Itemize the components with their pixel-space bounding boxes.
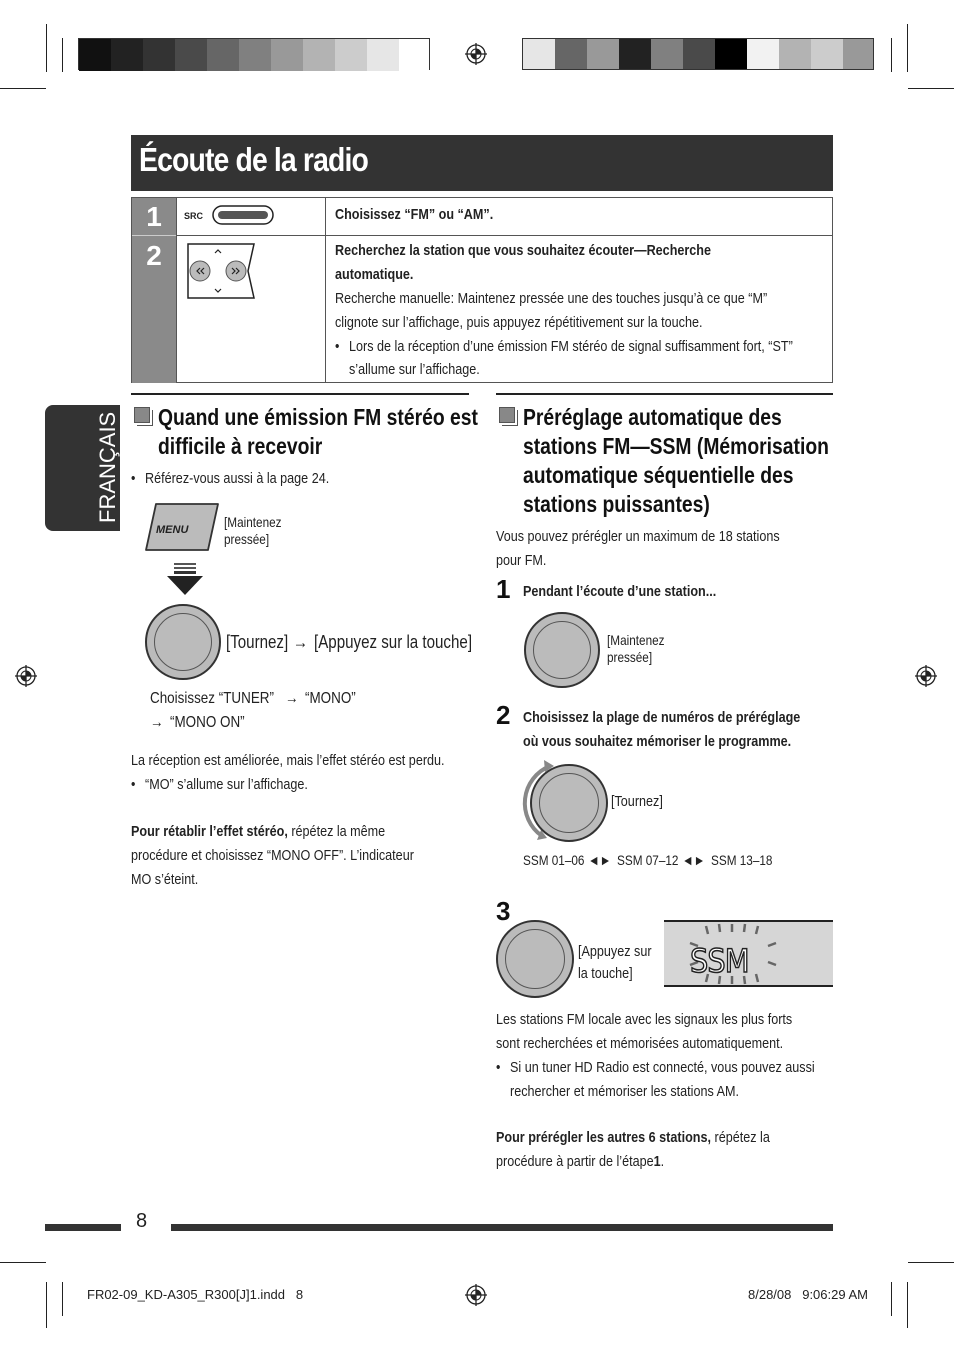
section-rule	[496, 393, 833, 395]
result-text: sont recherchées et mémorisées automatiquement.	[496, 1035, 784, 1052]
ssm-range: SSM 13–18	[711, 852, 773, 868]
intro-text: pour FM.	[496, 552, 547, 569]
preset-end: .	[660, 1153, 665, 1170]
double-arrow-icon: ◄►	[682, 852, 706, 868]
arrow-right-icon: →	[285, 690, 299, 707]
hold-label: [Maintenez	[607, 632, 665, 648]
registration-mark-icon	[15, 665, 37, 687]
registration-mark-icon	[465, 43, 487, 65]
ssm-range: SSM 07–12	[617, 852, 679, 868]
grayscale-bar-left	[78, 38, 430, 70]
turn-label: [Tournez]	[226, 632, 289, 652]
hold-label: pressée]	[224, 531, 270, 547]
arrow-right-icon: →	[150, 714, 164, 731]
step2-text: clignote sur l’affichage, puis appuyez répétitivement sur la touche.	[335, 314, 703, 331]
crop-mark	[62, 38, 63, 72]
page-title-bar	[131, 135, 833, 191]
press-label: la touche]	[578, 965, 633, 982]
language-tab-label: FRANÇAIS	[95, 411, 120, 523]
crop-mark	[907, 24, 908, 72]
preset-bold: Pour prérégler les autres 6 stations,	[496, 1129, 711, 1146]
press-label: [Appuyez sur la touche]	[314, 632, 473, 652]
control-knob	[530, 764, 608, 842]
left-heading: difficile à recevoir	[158, 433, 323, 459]
hold-label: pressée]	[607, 649, 653, 665]
hd-bullet: Si un tuner HD Radio est connecté, vous pouvez aussi	[510, 1059, 815, 1076]
step-number: 3	[496, 896, 511, 926]
intro-text: Vous pouvez prérégler un maximum de 18 stations	[496, 528, 780, 545]
press-label: [Appuyez sur	[578, 943, 652, 960]
control-knob	[496, 920, 574, 998]
section-square-icon	[134, 407, 150, 423]
step1-text: Pendant l’écoute d’une station...	[523, 583, 717, 600]
step2-title: automatique.	[335, 266, 414, 283]
restore-text: procédure et choisissez “MONO OFF”. L’indicateur	[131, 847, 414, 864]
menu-button-label: MENU	[156, 524, 189, 536]
page-title: Écoute de la radio	[139, 141, 368, 178]
choose-mono-on: “MONO ON”	[170, 714, 245, 731]
crop-mark	[907, 1282, 908, 1328]
step-number: 2	[132, 235, 176, 383]
crop-mark	[891, 38, 892, 72]
arrow-right-icon: →	[293, 632, 309, 652]
registration-mark-icon	[465, 1284, 487, 1306]
turn-label: [Tournez]	[611, 793, 663, 810]
preset-text	[496, 1150, 664, 1174]
control-knob	[145, 604, 221, 680]
step2-title: Recherchez la station que vous souhaitez écouter—Recherche	[335, 242, 712, 259]
restore-text: MO s’éteint.	[131, 871, 199, 888]
step-number: 2	[496, 700, 511, 730]
step2-bullet: s’allume sur l’affichage.	[349, 361, 480, 378]
bullet-marker: •	[496, 1059, 501, 1076]
choose-mono: “MONO”	[305, 690, 356, 707]
choose-text: Choisissez “TUNER”	[150, 690, 274, 707]
language-tab	[45, 405, 120, 531]
left-heading: Quand une émission FM stéréo est	[158, 404, 478, 430]
step2-bullet: Lors de la réception d’une émission FM stéréo de signal suffisamment fort, “ST”	[349, 338, 793, 355]
crop-mark	[62, 1282, 63, 1316]
step2-text: où vous souhaitez mémoriser le programme.	[523, 733, 792, 750]
step1-text: Choisissez “FM” ou “AM”.	[335, 206, 494, 223]
footer-file: FR02-09_KD-A305_R300[J]1.indd 8	[87, 1287, 304, 1302]
seek-buttons-icon	[184, 242, 258, 300]
crop-mark	[891, 1282, 892, 1316]
right-heading: stations puissantes)	[523, 491, 710, 517]
display-panel	[664, 920, 833, 987]
crop-mark	[46, 1282, 47, 1328]
bullet-marker: •	[131, 470, 136, 487]
src-button-icon	[212, 205, 274, 225]
crop-mark	[0, 1262, 46, 1263]
preset-rest: répétez la	[714, 1129, 770, 1146]
crop-mark	[908, 1262, 954, 1263]
crop-mark	[908, 88, 954, 89]
restore-bold: Pour rétablir l’effet stéréo,	[131, 823, 288, 840]
down-arrow-icon	[166, 562, 204, 596]
restore-rest: répétez la même	[291, 823, 386, 840]
grayscale-bar-right	[522, 38, 874, 70]
crop-mark	[0, 88, 46, 89]
bullet-marker: •	[131, 776, 136, 793]
display-text: SSM	[690, 942, 749, 980]
footer-date: 8/28/08 9:06:29 AM	[748, 1287, 868, 1302]
right-heading: Préréglage automatique des	[523, 404, 782, 430]
page-rule-right	[171, 1224, 833, 1231]
double-arrow-icon: ◄►	[588, 852, 612, 868]
step2-text: Choisissez la plage de numéros de préréglage	[523, 709, 801, 726]
preset-text	[496, 1126, 770, 1150]
step-number: 1	[132, 198, 176, 235]
hd-bullet: rechercher et mémoriser les stations AM.	[510, 1083, 739, 1100]
step-number: 1	[496, 574, 511, 604]
page-number: 8	[136, 1210, 148, 1232]
registration-mark-icon	[915, 665, 937, 687]
left-ref-bullet: Référez-vous aussi à la page 24.	[145, 470, 330, 487]
bullet-marker: •	[335, 338, 340, 355]
mo-bullet: “MO” s’allume sur l’affichage.	[145, 776, 308, 793]
hold-label: [Maintenez	[224, 514, 282, 530]
page-rule-left	[45, 1224, 121, 1231]
right-heading: stations FM—SSM (Mémorisation	[523, 433, 829, 459]
result-text: La réception est améliorée, mais l’effet stéréo est perdu.	[131, 752, 445, 769]
control-knob	[524, 612, 600, 688]
result-text: Les stations FM locale avec les signaux les plus forts	[496, 1011, 793, 1028]
right-heading: automatique séquentielle des	[523, 462, 794, 488]
steps-table	[131, 197, 833, 383]
step2-text: Recherche manuelle: Maintenez pressée une des touches jusqu’à ce que “M”	[335, 290, 768, 307]
preset-step: 1	[653, 1153, 661, 1170]
restore-text	[131, 820, 385, 844]
ssm-range: SSM 01–06	[523, 852, 585, 868]
preset-line: procédure à partir de l’étape	[496, 1153, 654, 1170]
section-square-icon	[499, 407, 515, 423]
section-rule	[131, 393, 469, 395]
src-key-label: SRC	[184, 211, 204, 221]
crop-mark	[46, 24, 47, 72]
